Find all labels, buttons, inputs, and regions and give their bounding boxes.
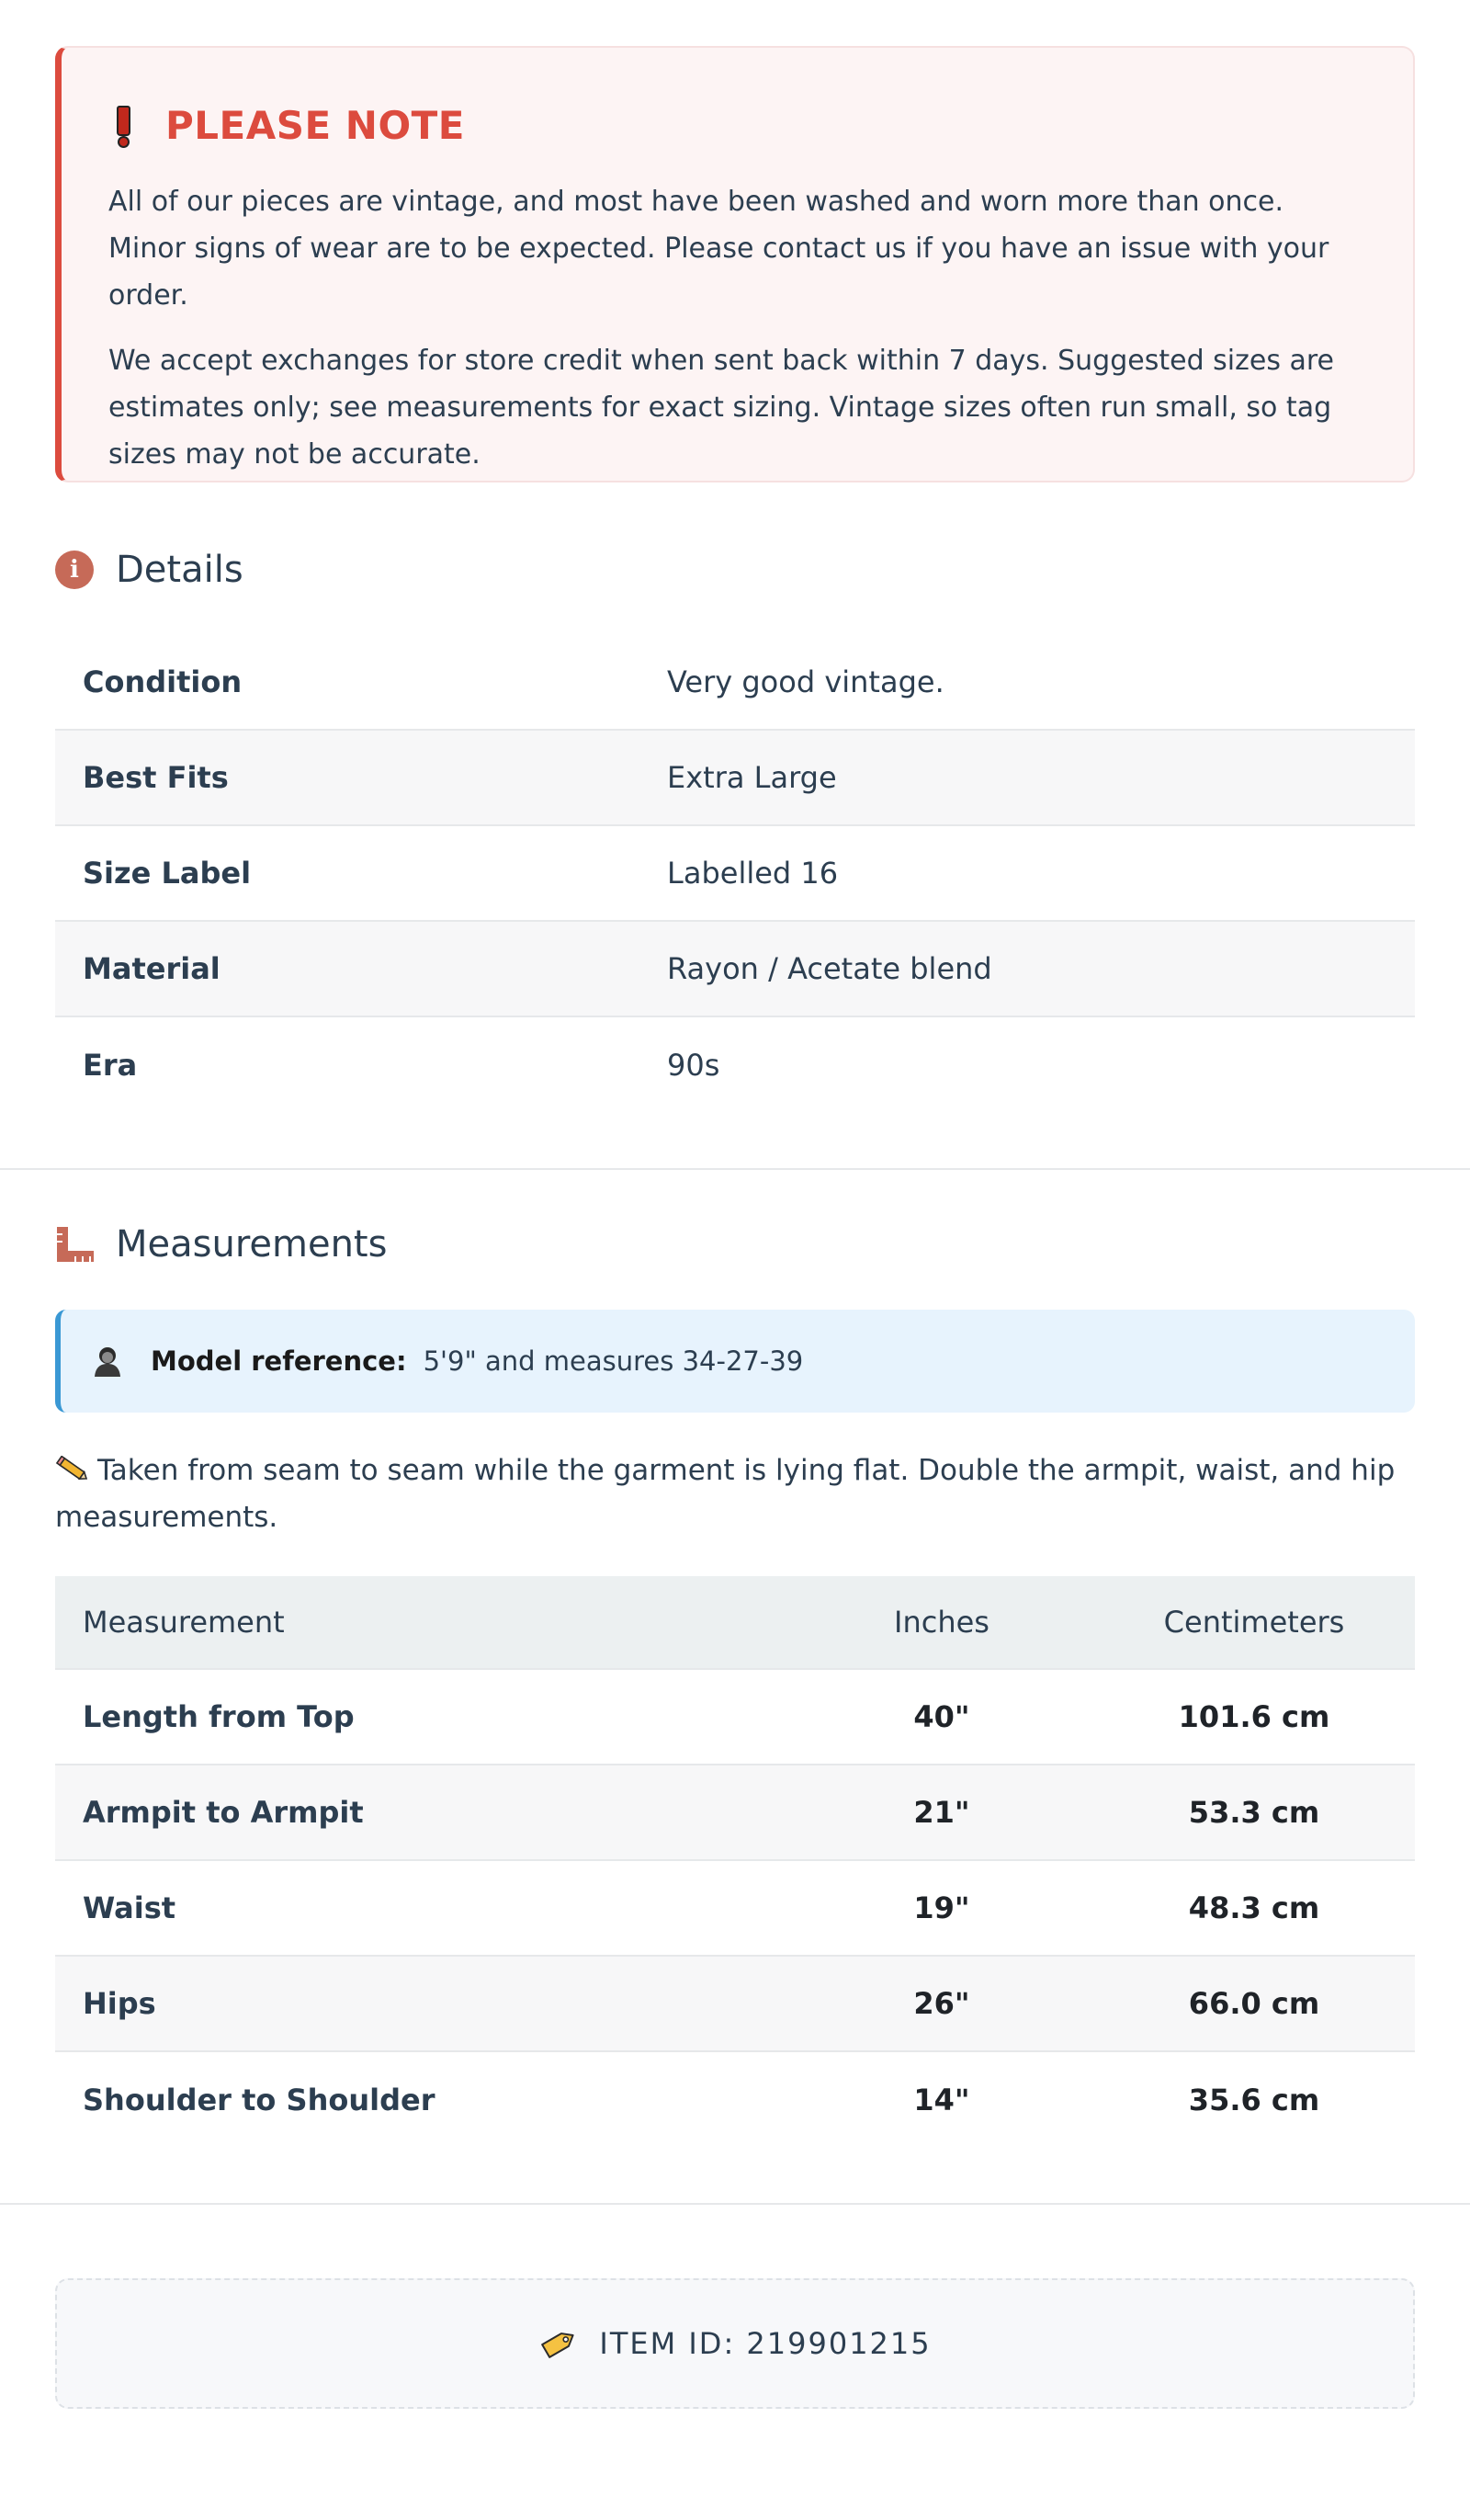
details-label: Material [83, 951, 220, 986]
details-label: Condition [83, 664, 243, 699]
details-value: Rayon / Acetate blend [667, 951, 992, 986]
measurement-inches: 19" [913, 1890, 970, 1925]
measurement-inches: 40" [913, 1699, 970, 1734]
details-row [55, 1017, 1415, 1113]
column-header: Measurement [83, 1605, 285, 1640]
measurement-name: Armpit to Armpit [83, 1795, 364, 1830]
details-heading [55, 549, 1415, 591]
measurement-name: Length from Top [83, 1699, 355, 1734]
model-reference-value: 5'9" and measures 34-27-39 [423, 1345, 804, 1377]
details-value: Extra Large [667, 760, 837, 795]
measurement-inches: 26" [913, 1986, 970, 2021]
measurements-table [55, 1576, 1415, 2148]
notice-paragraph: We accept exchanges for store credit when sent back within 7 days. Suggested sizes are estimates only; see measurements for exact sizing. Vintage sizes often run small, so tag sizes may not be accurate. [108, 345, 1335, 471]
exclamation-icon [108, 106, 138, 146]
notice-box [55, 46, 1415, 482]
measurement-name: Hips [83, 1986, 156, 2021]
notice-title [108, 103, 1363, 148]
measurement-name: Shoulder to Shoulder [83, 2083, 435, 2117]
table-row [55, 1670, 1415, 1765]
details-row [55, 731, 1415, 826]
measurement-cm: 101.6 cm [1178, 1699, 1330, 1734]
table-row [55, 1861, 1415, 1957]
pencil-icon [55, 1456, 90, 1483]
details-value: 90s [667, 1048, 720, 1083]
measurement-hint-text: Taken from seam to seam while the garment is lying flat. Double the armpit, waist, and hip measurements. [55, 1454, 1396, 1534]
person-icon [92, 1345, 123, 1378]
measurement-hint [55, 1447, 1415, 1541]
table-header [55, 1576, 1415, 1670]
section-divider [0, 2203, 1470, 2205]
details-row [55, 826, 1415, 922]
details-value: Labelled 16 [667, 856, 839, 891]
details-label: Era [83, 1048, 138, 1083]
model-reference [55, 1310, 1415, 1413]
table-row [55, 1957, 1415, 2052]
details-row [55, 635, 1415, 731]
measurement-inches: 21" [913, 1795, 970, 1830]
measurement-cm: 66.0 cm [1188, 1986, 1320, 2021]
tag-icon [538, 2325, 579, 2362]
section-divider [0, 1168, 1470, 1170]
details-value: Very good vintage. [667, 664, 944, 699]
column-header: Centimeters [1163, 1605, 1345, 1640]
notice-paragraph: All of our pieces are vintage, and most have been washed and worn more than once. Minor signs of wear are to be expected. Please contact us if you have an issue with your order. [108, 186, 1329, 312]
item-id-text: ITEM ID: 219901215 [599, 2326, 932, 2361]
measurements-heading-text: Measurements [116, 1223, 388, 1266]
details-label: Size Label [83, 856, 252, 891]
measurement-cm: 35.6 cm [1188, 2083, 1320, 2117]
details-label: Best Fits [83, 760, 229, 795]
measurement-cm: 48.3 cm [1188, 1890, 1320, 1925]
ruler-icon [55, 1225, 96, 1264]
measurements-heading [55, 1223, 1415, 1266]
measurement-cm: 53.3 cm [1188, 1795, 1320, 1830]
column-header: Inches [894, 1605, 989, 1640]
table-row [55, 2052, 1415, 2148]
notice-title-text: PLEASE NOTE [165, 103, 465, 148]
details-row [55, 922, 1415, 1017]
model-reference-label: Model reference: [151, 1345, 407, 1377]
table-row [55, 1765, 1415, 1861]
info-icon: i [55, 551, 94, 589]
details-heading-text: Details [116, 549, 243, 591]
measurement-inches: 14" [913, 2083, 970, 2117]
details-table [55, 635, 1415, 1113]
measurement-name: Waist [83, 1890, 176, 1925]
item-id-box [55, 2278, 1415, 2409]
